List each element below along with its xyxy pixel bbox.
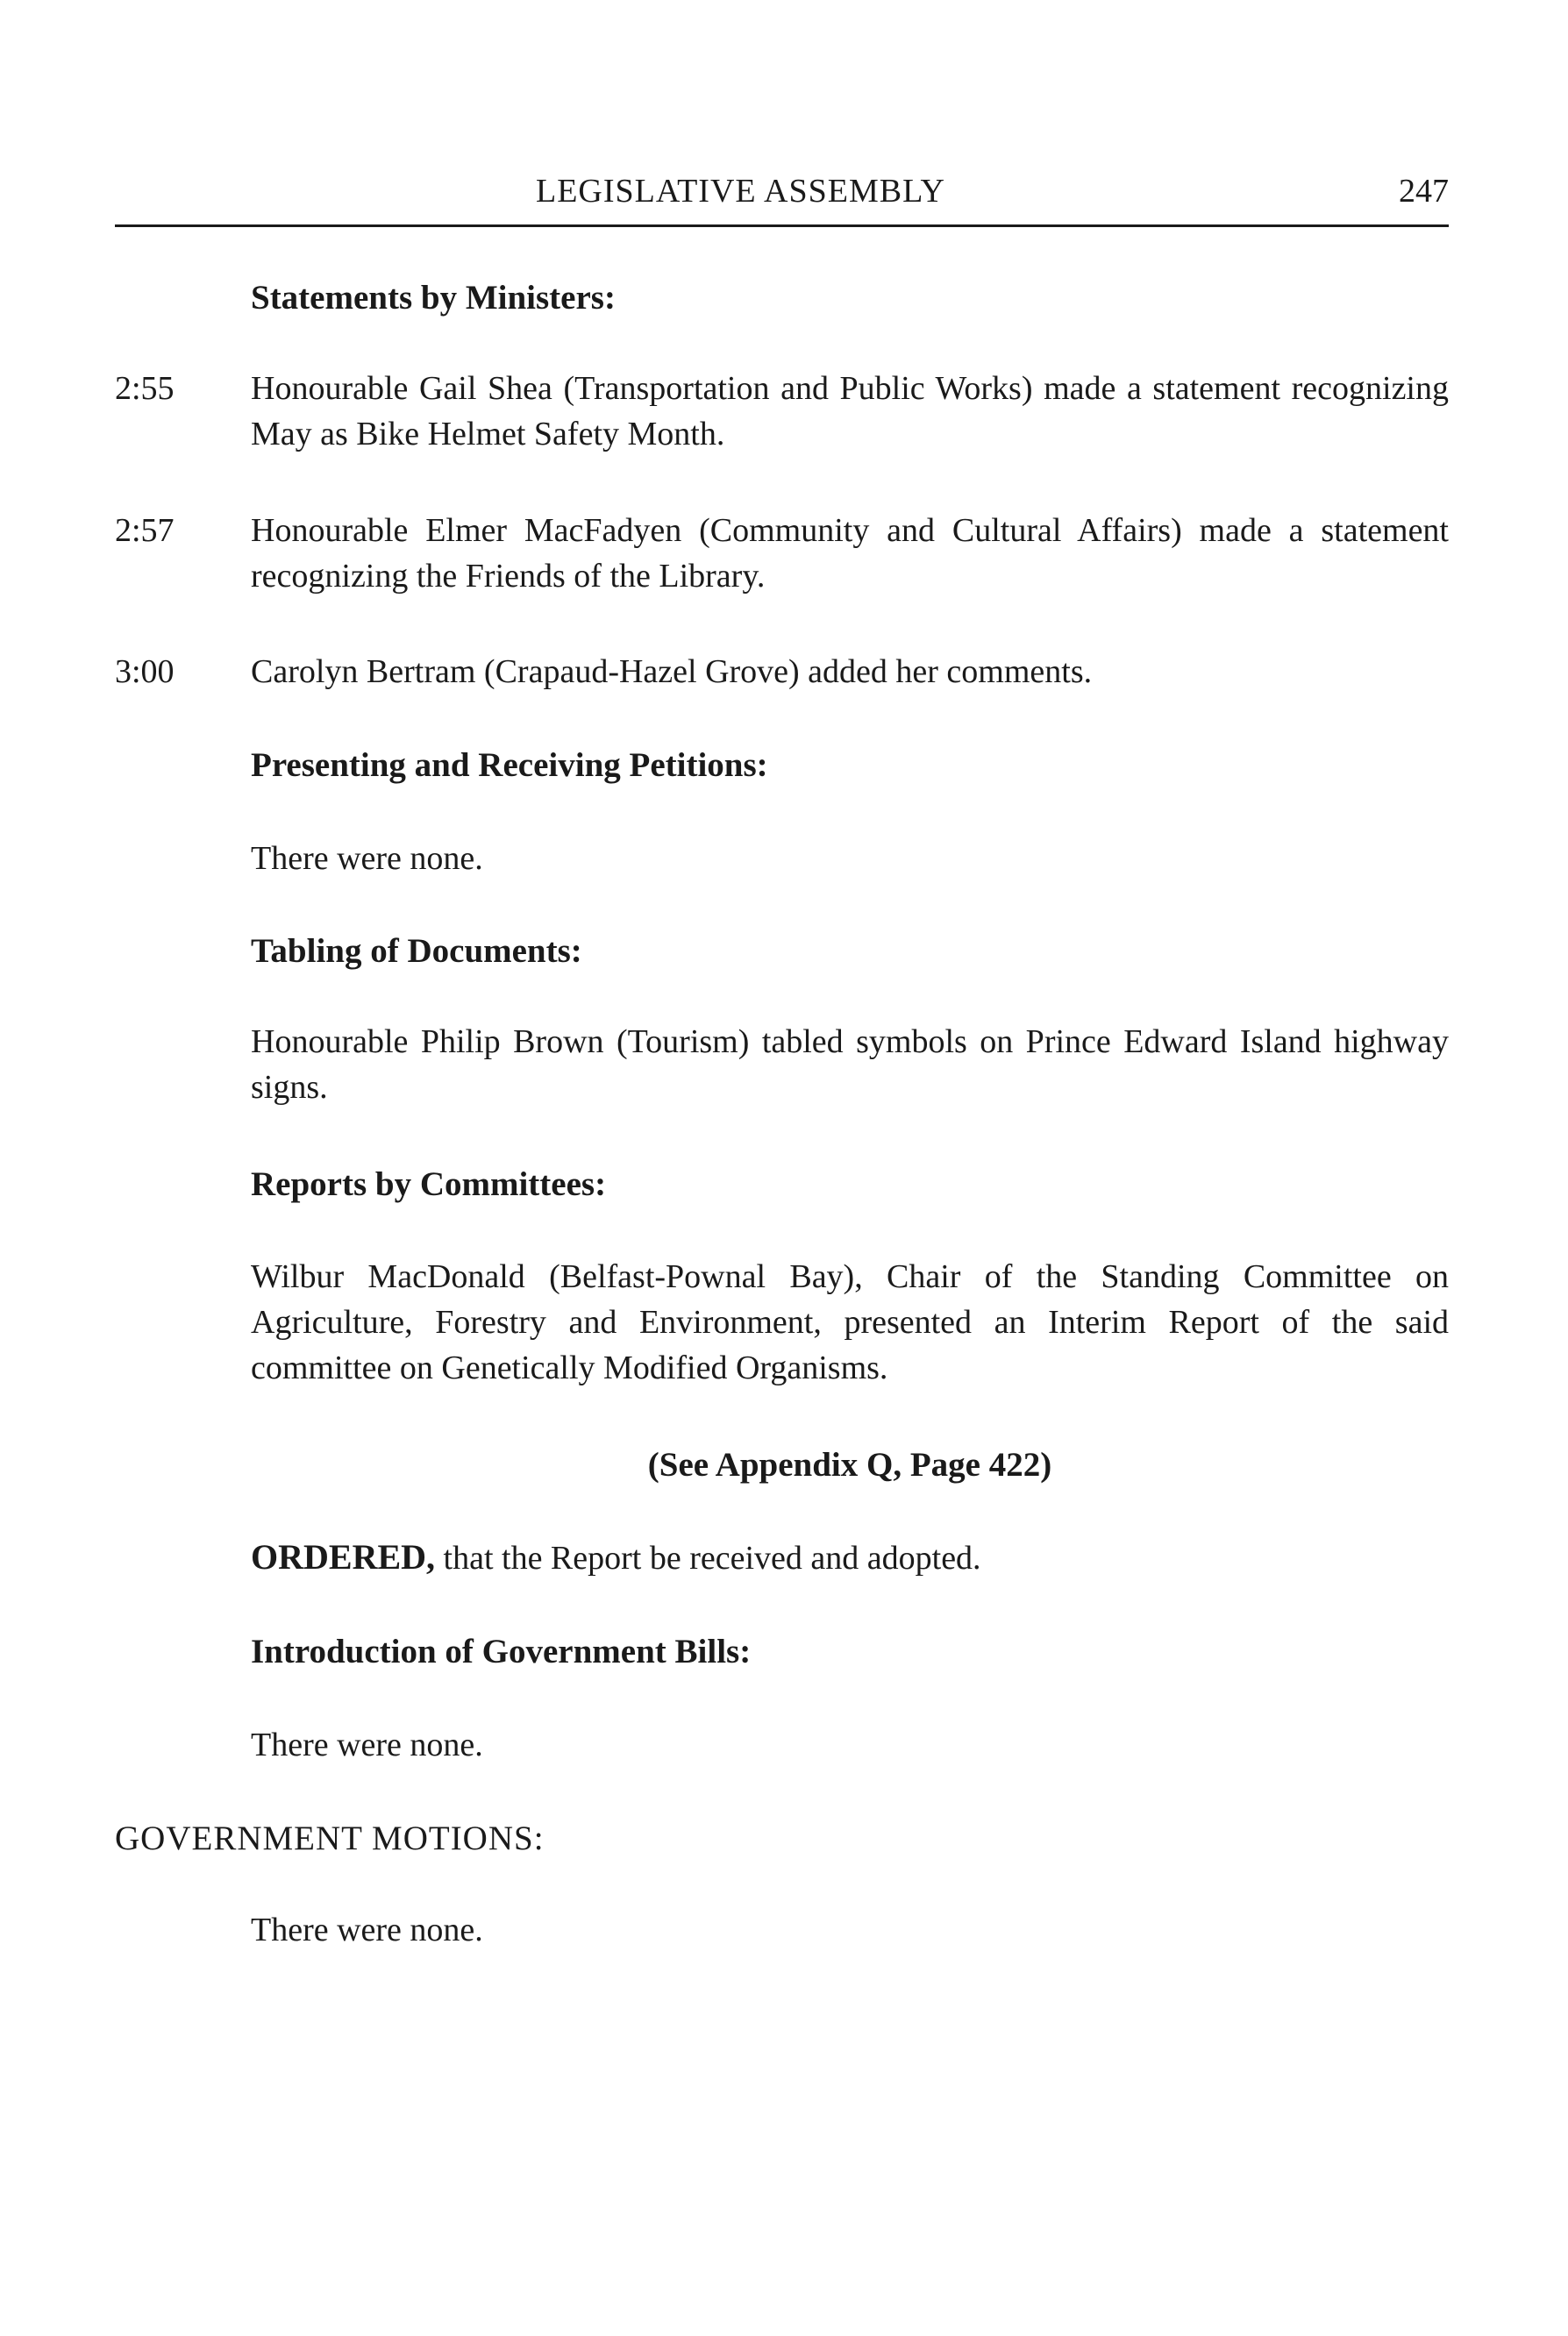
petitions-text: There were none. [251,840,483,877]
statements-heading: Statements by Ministers: [251,279,616,317]
committees-text: Wilbur MacDonald (Belfast-Pownal Bay), Chair of the Standing Committee on Agriculture, Forestry and Environment, presented an Interim Report of the said committee on Genetically Modified Organisms. [251,1258,1449,1386]
tabling-heading: Tabling of Documents: [251,932,582,970]
entry-text: Carolyn Bertram (Crapaud-Hazel Grove) added her comments. [251,653,1093,690]
government-motions-text: There were none. [251,1912,483,1948]
tabling-text: Honourable Philip Brown (Tourism) tabled symbols on Prince Edward Island highway signs. [251,1023,1449,1106]
committees-heading: Reports by Committees: [251,1165,607,1203]
entry-text: Honourable Elmer MacFadyen (Community and Cultural Affairs) made a statement recognizing the Friends of the Library. [251,512,1449,595]
entry-text: Honourable Gail Shea (Transportation and Public Works) made a statement recognizing May as Bike Helmet Safety Month. [251,370,1449,452]
government-bills-heading: Introduction of Government Bills: [251,1633,752,1670]
petitions-heading: Presenting and Receiving Petitions: [251,746,768,784]
ordered-line [251,1536,981,1579]
entry-time: 2:55 [115,370,175,407]
appendix-reference: (See Appendix Q, Page 422) [647,1446,1052,1484]
page-header [115,172,1449,227]
government-motions-heading: GOVERNMENT MOTIONS: [115,1820,545,1857]
entry-time: 3:00 [115,653,175,690]
government-bills-text: There were none. [251,1727,483,1763]
running-header-title: LEGISLATIVE ASSEMBLY [536,173,945,210]
ordered-keyword: ORDERED, [251,1537,436,1577]
page-number: 247 [1399,173,1449,210]
ordered-text: that the Report be received and adopted. [435,1540,981,1577]
entry-time: 2:57 [115,512,175,549]
